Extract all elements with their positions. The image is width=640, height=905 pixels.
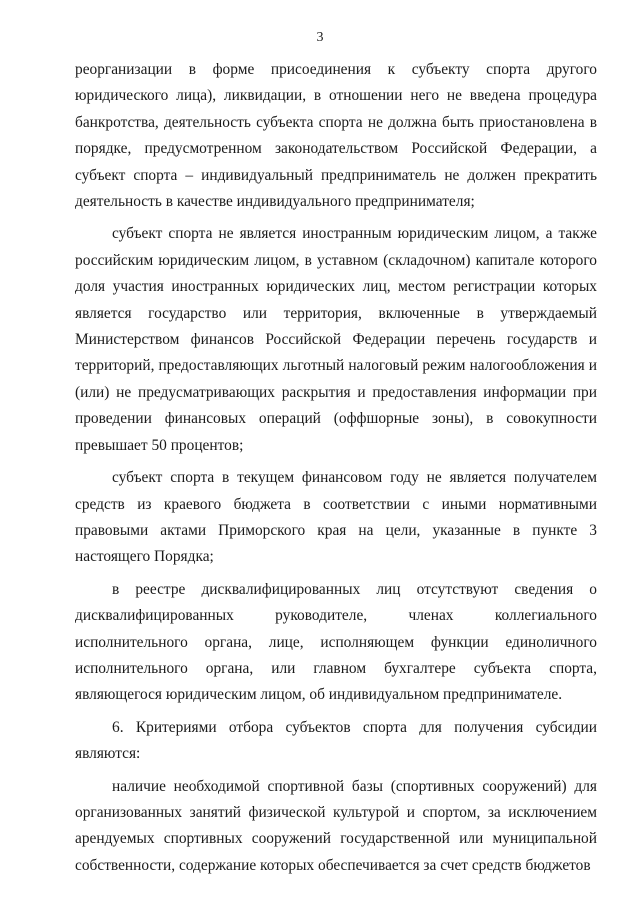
paragraph-continuation: реорганизации в форме присоединения к субъекту спорта другого юридического лица), ликвидации, в отношении него не введена процедура банкротства, деятельность субъекта спорта не должна быть приостановлена в порядке, предусмотренном законодательством Российской Федерации, а субъект спорта – индивидуальный предприниматель не должен прекратить деятельность в качестве индивидуального предпринимателя; bbox=[75, 61, 597, 211]
paragraph-disqualified-registry: в реестре дисквалифицированных лиц отсутствуют сведения о дисквалифицированных руководителе, членах коллегиального исполнительного органа, лице, исполняющем функции единоличного исполнительного органа, или главном бухгалтере субъекта спорта, являющегося юридическим лицом, об индивидуальном предпринимателе. bbox=[75, 580, 597, 704]
paragraph-selection-criteria: 6. Критериями отбора субъектов спорта для получения субсидии являются: bbox=[75, 718, 597, 763]
paragraph-foreign-entity: субъект спорта не является иностранным юридическим лицом, а также российским юридическим лицом, в уставном (складочном) капитале которого доля участия иностранных юридических лиц, местом регистрации которых является государство или территория, включенные в утверждаемый Министерством финансов Российской Федерации перечень государств и территорий, предоставляющих льготный налоговый режим налогообложения и (или) не предусматривающих раскрытия и предоставления информации при проведении финансовых операций (оффшорные зоны), в совокупности превышает 50 процентов; bbox=[75, 225, 597, 454]
page-number: 3 bbox=[316, 30, 324, 45]
paragraph-regional-budget: субъект спорта в текущем финансовом году не является получателем средств из краевого бюджета в соответствии с иными нормативными правовыми актами Приморского края на цели, указанные в пункте 3 настоящего Порядка; bbox=[75, 469, 597, 566]
document-body bbox=[75, 57, 597, 879]
paragraph-sports-base: наличие необходимой спортивной базы (спортивных сооружений) для организованных занятий физической культурой и спортом, за исключением арендуемых спортивных сооружений государственной или муниципальной собственности, содержание которых обеспечивается за счет средств бюджетов bbox=[75, 777, 597, 874]
